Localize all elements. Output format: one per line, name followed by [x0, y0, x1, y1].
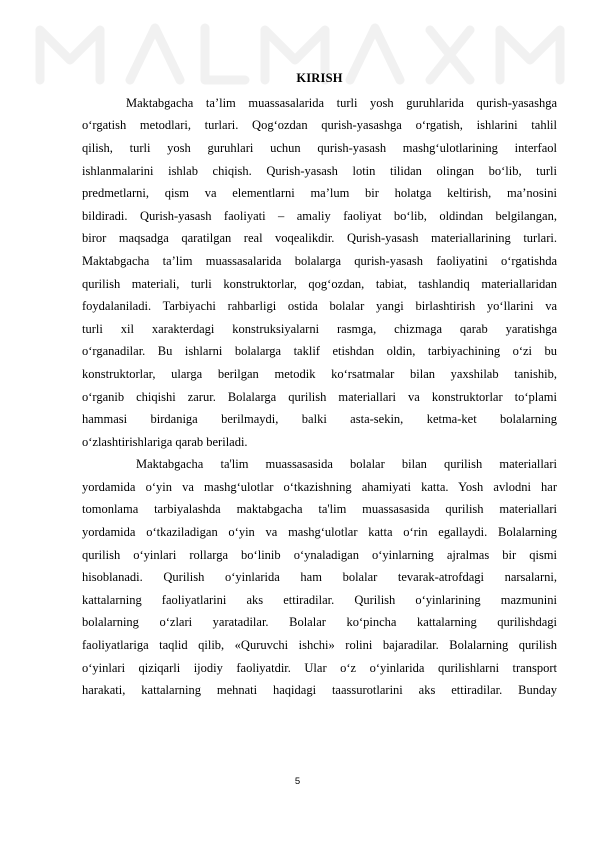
- paragraph-2: [82, 453, 557, 702]
- text-line: predmetlarni, qism va elementlarni ma’lum bir holatga keltirish, ma’nosini: [82, 186, 557, 201]
- text-line: bolalarning o‘zlari yaratadilar. Bolalar ko‘pincha kattalarning qurilishdagi: [82, 615, 557, 630]
- text-line: yordamida o‘yin va mashg‘ulotlar o‘tkazishning ahamiyati katta. Yosh avlodni har: [82, 479, 557, 494]
- text-line: foydalaniladi. Tarbiyachi rahbarligi ostida bolalar yangi birlashtirish yo‘llarini va: [82, 299, 557, 314]
- text-line: harakati, kattalarning mehnati haqidagi taassurotlarini aks ettiradilar. Bunday: [82, 683, 557, 698]
- text-line: o‘yinlari qiziqarli ijodiy faoliyatdir. Ular o‘z o‘yinlarida qurilishlarni transport: [82, 660, 557, 675]
- paragraph-1: [82, 92, 557, 454]
- text-line: kattalarning faoliyatlarini aks ettiradilar. Qurilish o‘yinlarining mazmunini: [82, 592, 557, 607]
- text-line: qurilish materiali, turli konstruktorlar, qog‘ozdan, tabiat, tashlandiq materiallaridan: [82, 276, 557, 291]
- document-body: [82, 65, 557, 702]
- text-line: turli xil xarakterdagi konstruksiyalarni rasmga, chizmaga qarab yaratishga: [82, 321, 557, 336]
- text-line: hisoblanadi. Qurilish o‘yinlarida ham bolalar tevarak-atrofdagi narsalarni,: [82, 570, 557, 585]
- text-line: o‘rgatish metodlari, turlari. Qog‘ozdan qurish-yasashga o‘rgatish, ishlarini tahlil: [82, 118, 557, 133]
- text-line: bildiradi. Qurish-yasash faoliyati – amaliy faoliyat bo‘lib, oldindan belgilangan,: [82, 208, 557, 223]
- text-line: qilish, turli yosh guruhlari uchun qurish-yasash mashg‘ulotlarining interfaol: [82, 140, 557, 155]
- text-line: Maktabgacha ta’lim muassasalarida bolalarga qurish-yasash faoliyatini o‘rgatishda: [82, 253, 557, 268]
- text-line: Maktabgacha ta'lim muassasasida bolalar bilan qurilish materiallari: [136, 457, 557, 472]
- text-line: konstruktorlar, ularga berilgan metodik ko‘rsatmalar bilan yaxshilab tanishib,: [82, 366, 557, 381]
- text-line: yordamida o‘tkaziladigan o‘yin va mashg‘ulotlar katta o‘rin egallaydi. Bolalarning: [82, 525, 557, 540]
- text-line: hammasi birdaniga berilmaydi, balki asta-sekin, ketma-ket bolalarning: [82, 412, 557, 427]
- text-line: o‘zlashtirishlariga qarab beriladi.: [82, 434, 248, 449]
- text-line: o‘rganadilar. Bu ishlarni bolalarga taklif etishdan oldin, tarbiyachining o‘zi bu: [82, 344, 557, 359]
- text-line: tomonlama tarbiyalashda maktabgacha ta'lim muassasasida qurilish materiallari: [82, 502, 557, 517]
- text-line: ishlanmalarini ishlab chiqish. Qurish-yasash lotin tilidan olingan bo‘lib, turli: [82, 163, 557, 178]
- document-title: KIRISH: [296, 71, 343, 85]
- text-line: qurilish o‘yinlari rollarga bo‘linib o‘ynaladigan o‘yinlarning ajralmas bir qismi: [82, 547, 557, 562]
- text-line: biror maqsadga qaratilgan real voqealikdir. Qurish-yasash materiallarining turlari.: [82, 231, 557, 246]
- text-line: Maktabgacha ta’lim muassasalarida turli yosh guruhlarida qurish-yasashga: [126, 95, 557, 110]
- text-line: o‘rganib chiqishi zarur. Bolalarga qurilish materiallari va konstruktorlar to‘plami: [82, 389, 557, 404]
- text-line: faoliyatlariga taqlid qilib, «Quruvchi ishchi» rolini bajaradilar. Bolalarning qurilish: [82, 638, 557, 653]
- page-number: 5: [294, 776, 301, 787]
